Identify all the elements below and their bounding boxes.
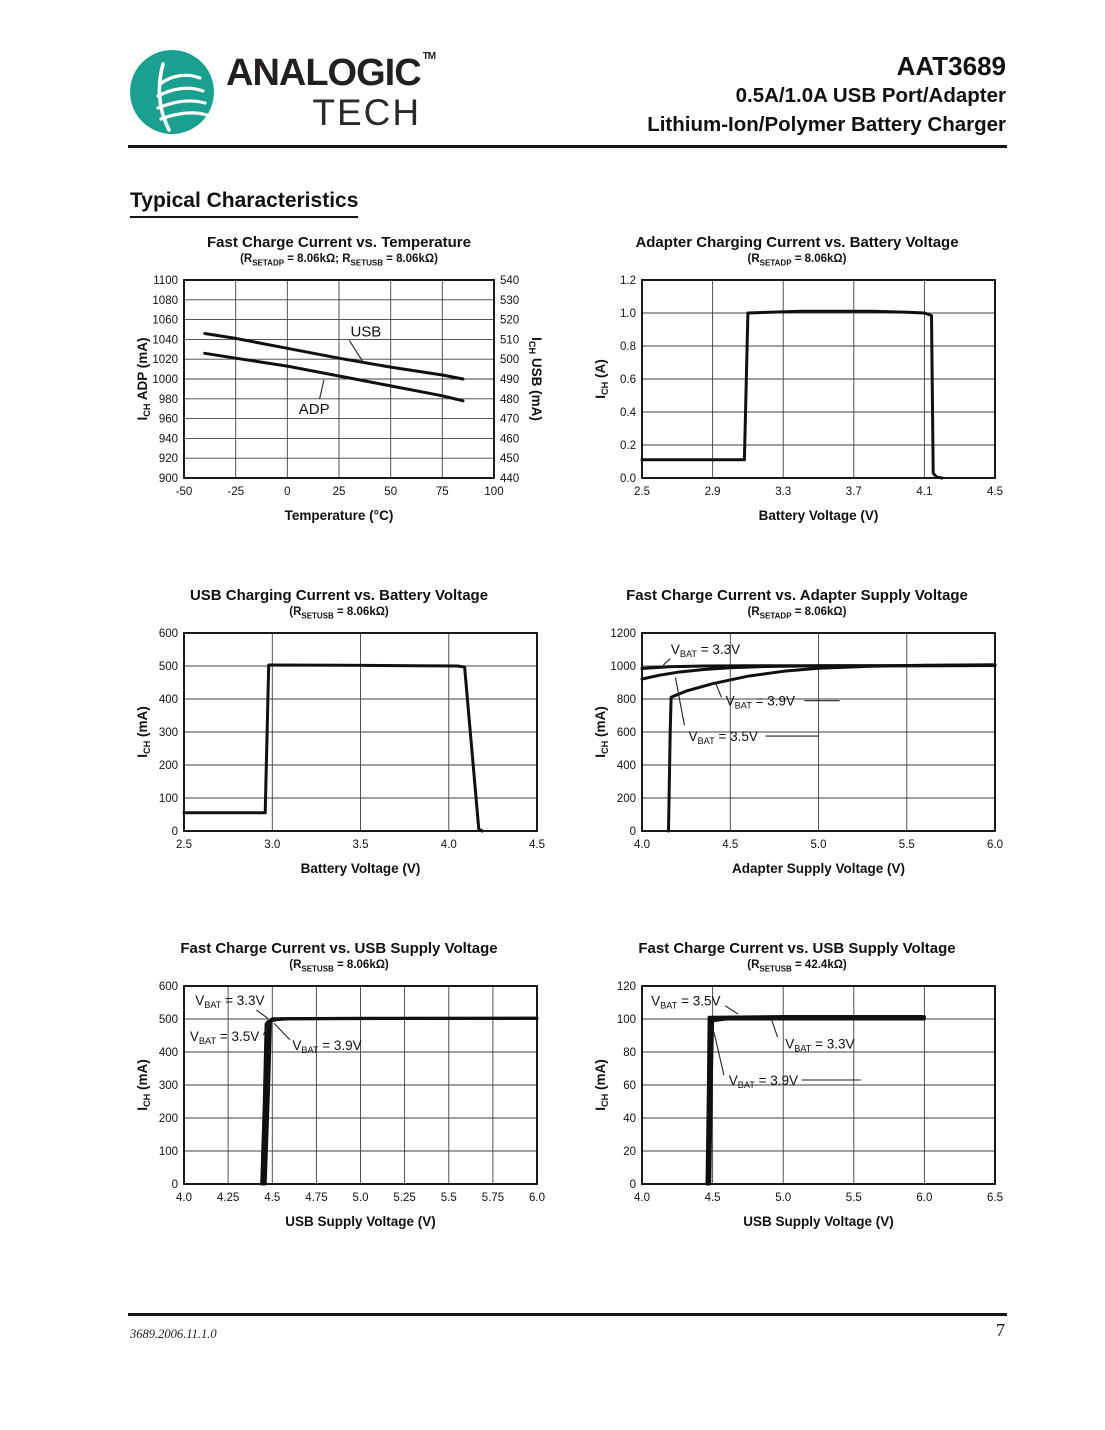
doc-subtitle-line2: Lithium-Ion/Polymer Battery Charger: [647, 112, 1006, 136]
svg-text:400: 400: [616, 760, 636, 773]
svg-text:1080: 1080: [152, 295, 178, 308]
trademark-symbol: TM: [422, 51, 436, 62]
series-adp: [205, 354, 463, 402]
curve-label: $V_{BAT} = 3.5V$: [688, 729, 758, 747]
svg-text:940: 940: [158, 433, 178, 446]
svg-text:100: 100: [484, 486, 504, 499]
chart-title: Fast Charge Current vs. Temperature: [207, 234, 471, 251]
annotations: [663, 643, 840, 747]
series-ich: [184, 665, 482, 831]
x-tick-labels: [634, 1192, 1003, 1204]
analogictech-logo: [130, 50, 435, 134]
svg-text:600: 600: [158, 628, 178, 641]
series-vbat-3-9v: [669, 665, 996, 831]
curve-label: $V_{BAT} = 3.5V$: [651, 993, 721, 1011]
series-ich: [642, 312, 942, 479]
curve-label: $V_{BAT} = 3.9V$: [292, 1038, 362, 1056]
svg-text:120: 120: [616, 981, 636, 994]
chart-subtitle: $(R_{SETUSB} = 8.06k\Omega)$: [289, 606, 389, 621]
svg-text:4.75: 4.75: [305, 1192, 328, 1205]
svg-text:500: 500: [158, 661, 178, 674]
chart-plot: [128, 980, 550, 1232]
svg-text:4.1: 4.1: [916, 486, 933, 499]
chart-subtitle: ($R_{SETADP} = 8.06k\Omega$; $R_{SETUSB} = 8.06k\Omega$): [240, 253, 438, 268]
svg-text:0: 0: [171, 1179, 178, 1192]
chart-svg: [128, 627, 550, 879]
svg-text:440: 440: [500, 473, 520, 486]
svg-text:1.0: 1.0: [620, 308, 636, 321]
svg-text:5.5: 5.5: [898, 839, 915, 852]
x-tick-labels: [176, 839, 545, 851]
svg-text:4.5: 4.5: [264, 1192, 281, 1205]
svg-text:5.0: 5.0: [775, 1192, 792, 1205]
gridlines: [184, 280, 494, 478]
chart-usb-current-vs-battery-voltage: [128, 587, 550, 879]
svg-text:0.2: 0.2: [620, 440, 636, 453]
svg-text:500: 500: [158, 1014, 178, 1027]
svg-text:5.0: 5.0: [810, 839, 827, 852]
series-group: [205, 334, 463, 401]
chart-fast-charge-vs-adapter-supply: [586, 587, 1008, 879]
svg-text:200: 200: [158, 760, 178, 773]
svg-text:400: 400: [158, 1047, 178, 1060]
svg-text:300: 300: [158, 1080, 178, 1093]
chart-subtitle: $(R_{SETADP} = 8.06k\Omega)$: [747, 606, 847, 621]
chart-fast-charge-vs-temperature: [128, 234, 550, 526]
svg-text:100: 100: [616, 1014, 636, 1027]
svg-text:4.5: 4.5: [704, 1192, 721, 1205]
series-group: [642, 312, 942, 479]
chart-svg: [586, 980, 1008, 1232]
x-tick-labels: [176, 486, 504, 498]
chart-plot: [586, 274, 1008, 526]
curve-label: $V_{BAT} = 3.5V$: [189, 1029, 260, 1047]
svg-text:1100: 1100: [153, 275, 178, 288]
svg-text:4.5: 4.5: [987, 486, 1003, 499]
y-axis-title: $I_{CH}$ (mA): [135, 1059, 152, 1112]
header-divider: [128, 145, 1007, 148]
x-axis-title: Adapter Supply Voltage (V): [731, 861, 906, 877]
chart-title: Adapter Charging Current vs. Battery Voltage: [635, 234, 959, 251]
x-axis-title: USB Supply Voltage (V): [743, 1214, 894, 1230]
svg-text:480: 480: [500, 394, 520, 407]
svg-text:460: 460: [500, 433, 520, 446]
svg-text:100: 100: [158, 793, 178, 806]
part-number: AAT3689: [896, 51, 1006, 81]
series-vbat-3-9v: [265, 1019, 537, 1185]
svg-text:530: 530: [500, 295, 520, 308]
document-header: [647, 52, 1006, 139]
chart-svg: [586, 627, 1008, 879]
svg-text:20: 20: [623, 1146, 636, 1159]
svg-text:960: 960: [158, 413, 178, 426]
series-usb: [205, 334, 463, 380]
logo-word-tech: TECH: [312, 92, 422, 133]
chart-title: Fast Charge Current vs. USB Supply Voltage: [180, 940, 498, 957]
svg-text:3.3: 3.3: [775, 486, 792, 499]
y-tick-labels: [159, 981, 178, 1191]
logo-leaf-icon: [130, 50, 214, 134]
svg-text:6.0: 6.0: [916, 1192, 933, 1205]
svg-text:0: 0: [629, 1179, 636, 1192]
svg-text:1000: 1000: [152, 374, 178, 387]
svg-text:3.0: 3.0: [264, 839, 281, 852]
svg-text:1200: 1200: [610, 628, 636, 641]
chart-plot: [586, 627, 1008, 879]
svg-text:4.5: 4.5: [529, 839, 545, 852]
y-axis-title: $I_{CH}$ ADP (mA): [135, 337, 152, 421]
svg-text:4.25: 4.25: [216, 1192, 240, 1205]
y-axis-right-title: $I_{CH}$ USB (mA): [527, 337, 544, 422]
curve-label: $V_{BAT} = 3.3V$: [670, 642, 741, 660]
svg-text:5.5: 5.5: [440, 1192, 457, 1205]
x-tick-labels: [634, 839, 1003, 851]
curve-label: $V_{BAT} = 3.3V$: [195, 993, 265, 1011]
svg-text:5.75: 5.75: [481, 1192, 505, 1205]
svg-text:490: 490: [500, 374, 520, 387]
svg-text:4.0: 4.0: [634, 1192, 650, 1205]
svg-text:0.4: 0.4: [620, 407, 636, 420]
y-tick-labels: [159, 628, 178, 838]
series-group: [262, 1019, 537, 1185]
svg-text:2.5: 2.5: [176, 839, 192, 852]
chart-adapter-current-vs-battery-voltage: [586, 234, 1008, 526]
y-tick-labels: [152, 275, 178, 485]
y-tick-labels: [610, 628, 636, 838]
logo-wordmark: [226, 50, 435, 131]
svg-text:920: 920: [158, 453, 178, 466]
y-axis-title: $I_{CH}$ (mA): [593, 1059, 610, 1112]
svg-text:100: 100: [158, 1146, 178, 1159]
svg-text:4.0: 4.0: [176, 1192, 192, 1205]
curve-label: $V_{BAT} = 3.9V$: [728, 1073, 799, 1091]
svg-text:200: 200: [616, 793, 636, 806]
document-id: 3689.2006.11.1.0: [130, 1327, 217, 1341]
chart-title: Fast Charge Current vs. Adapter Supply Voltage: [626, 587, 968, 604]
svg-text:600: 600: [158, 981, 178, 994]
svg-text:0: 0: [171, 826, 178, 839]
series-group: [184, 665, 482, 831]
curve-label: $V_{BAT} = 3.3V$: [785, 1036, 855, 1054]
page-number: 7: [996, 1320, 1005, 1340]
chart-subtitle: $(R_{SETADP} = 8.06k\Omega)$: [747, 253, 847, 268]
svg-text:0.8: 0.8: [620, 341, 636, 354]
curve-label: $V_{BAT} = 3.9V$: [725, 693, 795, 711]
svg-text:-50: -50: [175, 486, 193, 499]
gridlines: [184, 633, 537, 831]
y-tick-labels: [617, 981, 636, 1191]
svg-text:60: 60: [623, 1080, 636, 1093]
chart-svg: [128, 980, 550, 1232]
svg-text:6.5: 6.5: [987, 1192, 1003, 1205]
svg-text:25: 25: [332, 486, 346, 499]
svg-text:900: 900: [158, 473, 178, 486]
svg-text:800: 800: [616, 694, 636, 707]
svg-text:520: 520: [500, 314, 520, 327]
y-tick-labels: [620, 275, 637, 485]
chart-plot: [586, 980, 1008, 1232]
x-axis-title: Temperature (°C): [284, 508, 394, 524]
svg-text:2.5: 2.5: [634, 486, 650, 499]
series-vbat-3-3v: [262, 1019, 537, 1185]
chart-subtitle: $(R_{SETUSB} = 42.4k\Omega)$: [747, 959, 847, 974]
curve-label: USB: [350, 324, 382, 342]
svg-text:3.5: 3.5: [352, 839, 369, 852]
x-axis-title: USB Supply Voltage (V): [285, 1214, 436, 1230]
svg-text:400: 400: [158, 694, 178, 707]
footer-divider: [128, 1313, 1007, 1316]
chart-subtitle: $(R_{SETUSB} = 8.06k\Omega)$: [289, 959, 389, 974]
svg-text:470: 470: [500, 413, 520, 426]
y-axis-title: $I_{CH}$ (mA): [135, 706, 152, 759]
svg-text:1.2: 1.2: [620, 275, 636, 288]
svg-text:1060: 1060: [152, 314, 178, 327]
x-axis-title: Battery Voltage (V): [300, 861, 421, 877]
svg-text:300: 300: [158, 727, 178, 740]
svg-text:450: 450: [500, 453, 520, 466]
svg-text:75: 75: [435, 486, 449, 499]
section-title: Typical Characteristics: [130, 189, 358, 218]
svg-text:200: 200: [158, 1113, 178, 1126]
gridlines: [642, 280, 995, 478]
svg-text:0.0: 0.0: [620, 473, 636, 486]
svg-text:0: 0: [284, 486, 291, 499]
svg-text:1040: 1040: [152, 334, 178, 347]
annotations: [651, 994, 861, 1090]
chart-fast-charge-vs-usb-supply-42k: [586, 940, 1008, 1232]
svg-text:80: 80: [623, 1047, 636, 1060]
chart-plot: [128, 274, 550, 526]
svg-text:5.25: 5.25: [393, 1192, 416, 1205]
chart-title: Fast Charge Current vs. USB Supply Voltage: [638, 940, 956, 957]
svg-text:3.7: 3.7: [845, 486, 862, 499]
annotations: [190, 994, 362, 1056]
curve-label: ADP: [298, 401, 330, 419]
x-axis-title: Battery Voltage (V): [758, 508, 879, 524]
svg-text:6.0: 6.0: [987, 839, 1003, 852]
svg-text:980: 980: [158, 394, 178, 407]
svg-text:600: 600: [616, 727, 636, 740]
svg-text:6.0: 6.0: [529, 1192, 545, 1205]
svg-text:40: 40: [623, 1113, 636, 1126]
svg-text:4.0: 4.0: [634, 839, 650, 852]
svg-text:510: 510: [500, 334, 520, 347]
y-right-tick-labels: [500, 275, 519, 485]
y-axis-title: $I_{CH}$ (mA): [593, 706, 610, 759]
y-axis-title: $I_{CH}$ (A): [593, 359, 610, 400]
svg-text:2.9: 2.9: [704, 486, 721, 499]
chart-svg: [586, 274, 1008, 526]
logo-word-analogic: ANALOGIC: [226, 52, 421, 94]
svg-text:4.5: 4.5: [722, 839, 739, 852]
svg-text:1000: 1000: [610, 661, 636, 674]
gridlines: [184, 986, 537, 1184]
svg-text:500: 500: [500, 354, 520, 367]
chart-title: USB Charging Current vs. Battery Voltage: [189, 587, 489, 604]
doc-subtitle-line1: 0.5A/1.0A USB Port/Adapter: [735, 83, 1006, 107]
chart-plot: [128, 627, 550, 879]
svg-text:-25: -25: [227, 486, 245, 499]
svg-text:5.0: 5.0: [352, 1192, 369, 1205]
svg-text:540: 540: [500, 275, 520, 288]
svg-text:50: 50: [384, 486, 398, 499]
svg-text:0.6: 0.6: [620, 374, 636, 387]
series-vbat-3-5v: [263, 1019, 537, 1185]
svg-text:5.5: 5.5: [845, 1192, 862, 1205]
svg-text:4.0: 4.0: [440, 839, 457, 852]
svg-text:0: 0: [629, 826, 636, 839]
x-tick-labels: [176, 1192, 545, 1204]
chart-svg: [128, 274, 550, 526]
x-tick-labels: [634, 486, 1003, 498]
chart-fast-charge-vs-usb-supply-8k: [128, 940, 550, 1232]
svg-text:1020: 1020: [152, 354, 178, 367]
